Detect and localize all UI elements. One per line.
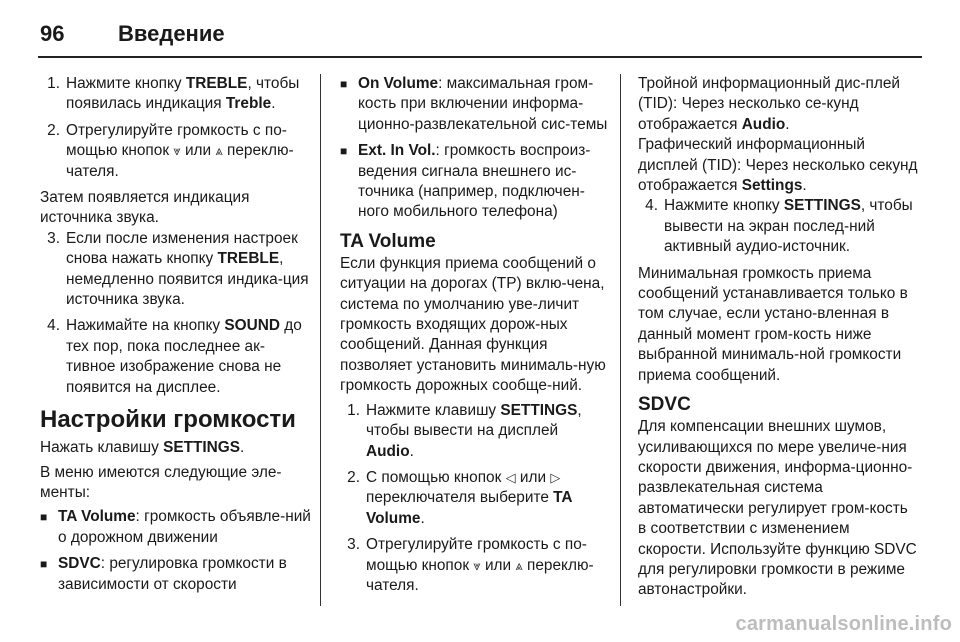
arrow-left-icon: ◁ — [505, 469, 516, 485]
list-item-2: 2. С помощью кнопок ◁ или ▷ переключателя выберите TA Volume. — [347, 468, 572, 527]
page-header — [40, 14, 920, 54]
list-item-3: 3. Если после изменения настроек снова нажать кнопку TREBLE, немедленно появится индика-ция источника звука. — [47, 229, 309, 309]
list-item-1: 1. Нажмите кнопку TREBLE, чтобы появилась индикация Treble. — [47, 75, 300, 113]
arrow-right-icon: ▷ — [550, 469, 561, 485]
list-item-3-note-gid: Графический информационный дисплей (TID): Через несколько секунд отображается Settings. — [638, 136, 918, 195]
section-heading-sdvc: SDVC — [638, 394, 691, 416]
bullet-item: ■ TA Volume: громкость объявле-ний о дорожном движении — [40, 507, 312, 548]
list-item-2-note: Затем появляется индикация источника звука. — [40, 189, 250, 227]
page-number: 96 — [40, 21, 65, 46]
column-divider-2 — [620, 74, 621, 606]
section-heading-ta-volume: TA Volume — [340, 230, 436, 252]
list-item-4: 4. Нажимайте на кнопку SOUND до тех пор, пока последнее ак-тивное изображение снова не появится на дисплее. — [47, 317, 302, 396]
column-2 — [340, 74, 608, 602]
bullet-item: ■ SDVC: регулировка громкости в зависимости от скорости — [40, 554, 312, 595]
column-1 — [40, 74, 312, 601]
knob-down-icon: ⩔ — [173, 143, 181, 159]
list-item-4: 4. Нажмите кнопку SETTINGS, чтобы вывести на экран послед-ний активный аудио-источник. — [645, 197, 913, 256]
column-divider-1 — [320, 74, 321, 606]
bullet-icon: ■ — [40, 557, 48, 572]
page-title: Введение — [118, 21, 225, 46]
knob-up-icon: ⩓ — [515, 557, 523, 573]
list-item-3: 3. Отрегулируйте громкость с по-мощью кнопок ⩔ или ⩓ переклю-чателя. — [347, 536, 594, 594]
bullet-item: ■ On Volume: максимальная гром-кость при включении информа-ционно-развлекательной сис-темы — [340, 74, 608, 135]
paragraph: Минимальная громкость приема сообщений устанавливается только в том случае, если устано-вленная в данный момент гром-кость ниже выбранной минималь-ной громкости приема сообщений. — [638, 264, 908, 384]
bullet-icon: ■ — [340, 77, 348, 91]
list-item-3-note-tid: Тройной информационный дис-плей (TID): Через несколько се-кунд отображается Audio. — [638, 75, 900, 133]
column-3 — [638, 74, 920, 605]
paragraph: В меню имеются следующие эле-менты: — [40, 463, 282, 501]
list-item-1: 1. Нажмите клавишу SETTINGS, чтобы вывести на дисплей Audio. — [347, 401, 582, 460]
bullet-icon: ■ — [340, 144, 348, 159]
knob-up-icon: ⩓ — [215, 143, 223, 159]
paragraph: Если функция приема сообщений о ситуации на дорогах (TP) вклю-чена, система по умолчанию уве-личит громкость входящих дорож-ных сообщений. Данная функция позволяет установить минималь-ную громкость дорожных сообще-ний. — [340, 254, 606, 395]
bullet-item: ■ Ext. In Vol.: громкость воспроиз-ведения сигнала внешнего ис-точника (например, подключен-ного мобильного телефона) — [340, 141, 608, 223]
paragraph: Нажать клавишу SETTINGS. — [40, 439, 245, 457]
header-rule — [38, 56, 922, 58]
knob-down-icon: ⩔ — [473, 557, 481, 573]
watermark-logo: carmanualsonline.info — [735, 613, 952, 635]
section-heading-volume: Настройки громкости — [40, 406, 296, 434]
bullet-icon: ■ — [40, 510, 48, 525]
list-item-2: 2. Отрегулируйте громкость с по-мощью кнопок ⩔ или ⩓ переклю-чателя. — [47, 121, 294, 180]
paragraph: Для компенсации внешних шумов, усиливающихся по мере увеличе-ния скорости движения, информа-ционно-развлекательная система автоматически регулирует гром-кость в соответствии с изменением скорости. Используйте функцию SDVC для регулировки громкости в режиме автонастройки. — [638, 418, 917, 599]
